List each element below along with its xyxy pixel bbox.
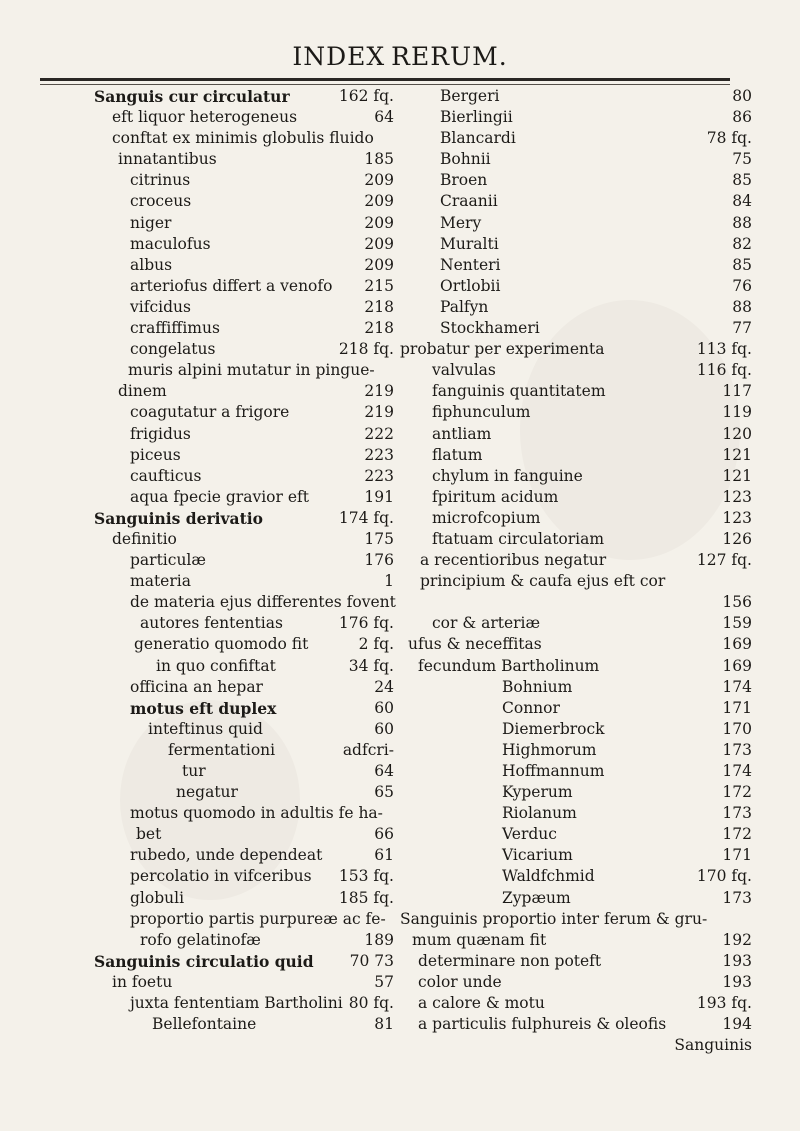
entry-term: fanguinis quantitatem — [432, 382, 606, 401]
entry-page: 121 — [722, 466, 752, 485]
entry-term: de materia ejus differentes fovent — [130, 593, 396, 612]
entry-term: citrinus — [130, 171, 191, 190]
index-entry — [432, 592, 752, 613]
entry-page: 85 — [732, 255, 752, 274]
entry-term: vifcidus — [130, 297, 191, 316]
entry-term: Connor — [502, 698, 560, 717]
entry-term: piceus — [130, 445, 181, 464]
entry-term: rubedo, unde dependeat — [130, 846, 323, 865]
index-entry — [432, 191, 752, 212]
entry-term: fermentationi — [168, 740, 276, 759]
entry-term: chylum in fanguine — [432, 466, 583, 485]
entry-page: 80 fq. — [348, 994, 394, 1013]
entry-page: 176 fq. — [338, 614, 394, 633]
entry-term: niger — [130, 213, 172, 232]
left-column — [94, 86, 394, 1035]
entry-term: croceus — [130, 192, 192, 211]
entry-term: Muralti — [440, 234, 499, 253]
entry-page: 57 — [374, 972, 394, 991]
index-entry — [94, 318, 394, 339]
entry-page: 209 — [364, 213, 394, 232]
index-entry — [432, 803, 752, 824]
index-entry — [412, 930, 752, 951]
entry-page: 127 fq. — [696, 551, 752, 570]
index-entry — [94, 529, 394, 550]
entry-term: Zypæum — [502, 888, 571, 907]
index-entry — [432, 255, 752, 276]
entry-term: globuli — [130, 888, 185, 907]
index-entry — [432, 424, 752, 445]
index-entry — [94, 276, 394, 297]
entry-term: congelatus — [130, 340, 216, 359]
entry-term: dinem — [118, 382, 167, 401]
entry-page: 113 fq. — [696, 340, 752, 359]
entry-term: Mery — [440, 213, 482, 232]
index-entry — [94, 571, 394, 592]
index-entry — [94, 698, 394, 719]
index-entry — [432, 128, 752, 149]
index-entry — [408, 634, 752, 655]
entry-term: fpiritum acidum — [432, 487, 559, 506]
index-entry — [94, 930, 394, 951]
entry-page: 123 — [722, 508, 752, 527]
entry-page: 169 — [722, 635, 752, 654]
entry-term: a particulis fulphureis & oleofis — [418, 1015, 667, 1034]
header-rule-thin — [40, 84, 730, 85]
entry-page: 209 — [364, 234, 394, 253]
entry-term: Sanguinis circulatio quid — [94, 951, 314, 971]
entry-term: Blancardi — [440, 129, 516, 148]
index-entry — [432, 529, 752, 550]
entry-term: a calore & motu — [418, 994, 545, 1013]
entry-page: 218 — [364, 297, 394, 316]
entry-page: 24 — [374, 677, 394, 696]
entry-page: 121 — [722, 445, 752, 464]
entry-page: 65 — [374, 783, 394, 802]
entry-term: motus quomodo in adultis fe ha- — [130, 804, 383, 823]
index-entry — [94, 761, 394, 782]
index-entry — [94, 213, 394, 234]
index-entry — [400, 909, 752, 930]
entry-page: 185 — [364, 150, 394, 169]
entry-term: color unde — [418, 972, 502, 991]
index-entry — [94, 339, 394, 360]
entry-page: 215 — [364, 276, 394, 295]
index-entry — [432, 318, 752, 339]
entry-page: adfcri- — [342, 740, 394, 759]
entry-page: 75 — [732, 150, 752, 169]
index-entry — [420, 571, 752, 592]
index-entry — [94, 993, 394, 1014]
index-entry — [94, 149, 394, 170]
index-entry — [432, 719, 752, 740]
entry-term: motus eft duplex — [130, 698, 277, 718]
entry-page: 189 — [364, 930, 394, 949]
entry-term: maculofus — [130, 234, 211, 253]
index-entry — [94, 634, 394, 655]
entry-page: 174 — [722, 762, 752, 780]
entry-page: 218 — [364, 319, 394, 338]
entry-term: bet — [136, 825, 162, 844]
index-entry — [94, 360, 394, 381]
entry-page: 222 — [364, 424, 394, 443]
index-entry — [420, 550, 752, 571]
entry-term: determinare non poteft — [418, 951, 602, 970]
entry-page: 171 — [722, 846, 752, 865]
entry-page: 153 fq. — [338, 867, 394, 886]
index-entry — [432, 824, 752, 845]
entry-page: 117 — [722, 382, 752, 401]
index-entry — [418, 993, 752, 1014]
index-entry — [94, 740, 394, 761]
entry-page: 171 — [722, 698, 752, 717]
entry-term: Hoffmannum — [502, 762, 605, 780]
entry-page: 162 fq. — [338, 87, 394, 105]
entry-page: 194 — [722, 1015, 752, 1034]
entry-page: 174 fq. — [338, 508, 394, 527]
entry-page: 219 — [364, 382, 394, 401]
entry-page: 209 — [364, 171, 394, 190]
entry-page: 66 — [374, 825, 394, 844]
entry-term: mum quænam fit — [412, 930, 547, 949]
entry-page: 175 — [364, 529, 394, 548]
index-entry — [94, 803, 394, 824]
entry-term: Sanguinis derivatio — [94, 508, 263, 528]
index-entry — [432, 297, 752, 318]
entry-page: 156 — [722, 593, 752, 612]
index-entry — [94, 677, 394, 698]
entry-page: 192 — [722, 930, 752, 949]
index-entry — [94, 170, 394, 191]
index-entry — [418, 951, 752, 972]
entry-page: 173 — [722, 888, 752, 907]
entry-term: frigidus — [130, 424, 191, 443]
entry-term: principium & caufa ejus eft cor — [420, 572, 666, 591]
index-entry — [94, 824, 394, 845]
entry-term: eft liquor heterogeneus — [112, 108, 298, 127]
entry-term: Bergeri — [440, 87, 500, 105]
index-entry — [94, 402, 394, 423]
index-entry — [94, 909, 394, 930]
entry-term: Riolanum — [502, 804, 577, 823]
entry-page: 84 — [732, 192, 752, 211]
entry-term: ftatuam circulatoriam — [432, 529, 605, 548]
entry-page: 85 — [732, 171, 752, 190]
entry-page: 173 — [722, 804, 752, 823]
entry-term: Stockhameri — [440, 319, 540, 338]
index-entry — [432, 888, 752, 909]
entry-page: 209 — [364, 255, 394, 274]
index-entry — [94, 1014, 394, 1035]
index-entry — [94, 866, 394, 887]
entry-term: generatio quomodo fit — [134, 635, 309, 654]
index-entry — [94, 782, 394, 803]
right-column — [400, 86, 752, 1056]
entry-term: Highmorum — [502, 740, 597, 759]
entry-page: 172 — [722, 825, 752, 844]
entry-term: innatantibus — [118, 150, 217, 169]
index-entry — [94, 592, 394, 613]
index-entry — [94, 656, 394, 677]
entry-page: 193 — [722, 951, 752, 970]
entry-term: ufus & neceffitas — [408, 635, 542, 654]
index-entry — [94, 128, 394, 149]
entry-term: craffiffimus — [130, 319, 220, 338]
index-entry — [432, 276, 752, 297]
entry-term: Vicarium — [502, 846, 573, 865]
entry-term: rofo gelatinofæ — [140, 930, 261, 949]
header-rule-thick — [40, 78, 730, 81]
index-entry — [432, 866, 752, 887]
index-entry — [432, 445, 752, 466]
entry-page: 159 — [722, 614, 752, 633]
index-entry — [418, 1014, 752, 1035]
index-entry — [432, 360, 752, 381]
index-entry — [94, 508, 394, 529]
entry-page: 1 — [384, 572, 394, 591]
index-entry — [432, 677, 752, 698]
entry-term: Sanguinis proportio inter ferum & gru- — [400, 909, 708, 928]
entry-term: Kyperum — [502, 783, 573, 802]
index-entry — [418, 656, 752, 677]
entry-page: 88 — [732, 297, 752, 316]
entry-page: 173 — [722, 740, 752, 759]
index-entry — [432, 761, 752, 782]
entry-term: cor & arteriæ — [432, 614, 541, 633]
entry-page: 123 — [722, 487, 752, 506]
entry-page: 172 — [722, 783, 752, 802]
entry-page: 82 — [732, 234, 752, 253]
index-entry — [432, 508, 752, 529]
index-entry — [94, 255, 394, 276]
entry-page: 88 — [732, 213, 752, 232]
index-entry — [94, 86, 394, 107]
entry-term: Verduc — [502, 825, 557, 844]
entry-term: coagutatur a frigore — [130, 403, 290, 422]
entry-page: 218 fq. — [338, 340, 394, 359]
entry-term: Bellefontaine — [152, 1015, 257, 1034]
entry-term: aqua fpecie gravior eft — [130, 487, 309, 506]
entry-term: albus — [130, 255, 173, 274]
entry-term: particulæ — [130, 551, 206, 570]
index-entry — [432, 381, 752, 402]
header-word-rerum: RERUM. — [391, 42, 508, 71]
index-entry — [432, 402, 752, 423]
entry-page: 193 — [722, 972, 752, 991]
index-entry — [432, 698, 752, 719]
entry-term: officina an hepar — [130, 677, 263, 696]
entry-page: 61 — [374, 846, 394, 865]
entry-term: probatur per experimenta — [400, 340, 605, 359]
entry-term: conftat ex minimis globulis fluido — [112, 129, 374, 148]
entry-term: autores fententias — [140, 614, 283, 633]
entry-term: Waldfchmid — [502, 867, 595, 886]
entry-term: tur — [182, 762, 206, 780]
index-entry — [432, 740, 752, 761]
entry-term: Palfyn — [440, 297, 489, 316]
entry-term: negatur — [176, 783, 238, 802]
index-entry — [94, 191, 394, 212]
index-entry — [94, 445, 394, 466]
entry-term: in foetu — [112, 972, 173, 991]
entry-page: 64 — [374, 108, 394, 127]
entry-term: Ortlobii — [440, 276, 501, 295]
entry-page: 60 — [374, 719, 394, 738]
entry-page: 126 — [722, 529, 752, 548]
entry-page: 78 fq. — [706, 129, 752, 148]
entry-page: 223 — [364, 445, 394, 464]
entry-page: 60 — [374, 698, 394, 717]
index-entry — [94, 613, 394, 634]
entry-term: valvulas — [432, 361, 496, 380]
index-entry — [432, 487, 752, 508]
index-entry — [432, 234, 752, 255]
entry-term: Craanii — [440, 192, 498, 211]
entry-page: 116 fq. — [696, 361, 752, 380]
index-entry — [432, 170, 752, 191]
entry-page: Sanguinis — [674, 1036, 752, 1055]
index-entry — [94, 466, 394, 487]
entry-term: flatum — [432, 445, 483, 464]
entry-term: caufticus — [130, 466, 202, 485]
entry-page: 64 — [374, 762, 394, 780]
entry-page: 77 — [732, 319, 752, 338]
index-entry — [94, 381, 394, 402]
entry-page: 80 — [732, 87, 752, 105]
entry-term: Nenteri — [440, 255, 501, 274]
entry-page: 81 — [374, 1015, 394, 1034]
entry-page: 191 — [364, 487, 394, 506]
index-entry — [432, 782, 752, 803]
entry-page: 193 fq. — [696, 994, 752, 1013]
index-entry — [94, 951, 394, 972]
entry-term: percolatio in vifceribus — [130, 867, 312, 886]
entry-page: 169 — [722, 656, 752, 675]
index-entry — [432, 149, 752, 170]
index-entry — [94, 550, 394, 571]
index-entry — [432, 107, 752, 128]
entry-term: Bohnii — [440, 150, 491, 169]
entry-page: 176 — [364, 551, 394, 570]
entry-term: microfcopium — [432, 508, 541, 527]
entry-term: definitio — [112, 529, 177, 548]
entry-page: 2 fq. — [358, 635, 394, 654]
entry-page: 76 — [732, 276, 752, 295]
entry-page: 185 fq. — [338, 888, 394, 907]
entry-term: fiphunculum — [432, 403, 531, 422]
index-entry — [432, 466, 752, 487]
entry-term: juxta fententiam Bartholini — [130, 994, 343, 1013]
entry-term: proportio partis purpureæ ac fe- — [130, 909, 386, 928]
index-entry — [94, 845, 394, 866]
index-entry — [94, 424, 394, 445]
entry-term: Diemerbrock — [502, 719, 605, 738]
entry-page: 120 — [722, 424, 752, 443]
index-entry — [432, 213, 752, 234]
entry-page: 119 — [722, 403, 752, 422]
entry-page: 174 — [722, 677, 752, 696]
entry-term: Sanguis cur circulatur — [94, 87, 290, 106]
entry-page: 209 — [364, 192, 394, 211]
index-entry — [94, 888, 394, 909]
index-entry — [94, 234, 394, 255]
entry-term: Broen — [440, 171, 488, 190]
page-header — [0, 42, 800, 71]
entry-page: 170 fq. — [696, 867, 752, 886]
index-entry — [432, 1035, 752, 1056]
entry-term: muris alpini mutatur in pingue- — [128, 361, 375, 380]
entry-page: 223 — [364, 466, 394, 485]
index-entry — [94, 297, 394, 318]
entry-term: arteriofus differt a venofo — [130, 276, 333, 295]
entry-term: Bohnium — [502, 677, 573, 696]
index-entry — [432, 86, 752, 107]
entry-page: 170 — [722, 719, 752, 738]
entry-page: 219 — [364, 403, 394, 422]
entry-term: antliam — [432, 424, 492, 443]
index-entry — [94, 719, 394, 740]
entry-page: 70 73 — [349, 951, 394, 970]
entry-term: materia — [130, 572, 191, 591]
entry-term: Bierlingii — [440, 108, 513, 127]
index-entry — [94, 107, 394, 128]
entry-term: fecundum Bartholinum — [418, 656, 600, 675]
entry-page: 34 fq. — [348, 656, 394, 675]
entry-term: inteftinus quid — [148, 719, 263, 738]
index-entry — [432, 845, 752, 866]
entry-page: 86 — [732, 108, 752, 127]
index-entry — [94, 972, 394, 993]
header-word-index: INDEX — [292, 42, 386, 71]
index-entry — [94, 487, 394, 508]
index-entry — [432, 613, 752, 634]
entry-term: in quo confiftat — [156, 656, 276, 675]
entry-term: a recentioribus negatur — [420, 551, 607, 570]
index-entry — [400, 339, 752, 360]
index-entry — [418, 972, 752, 993]
